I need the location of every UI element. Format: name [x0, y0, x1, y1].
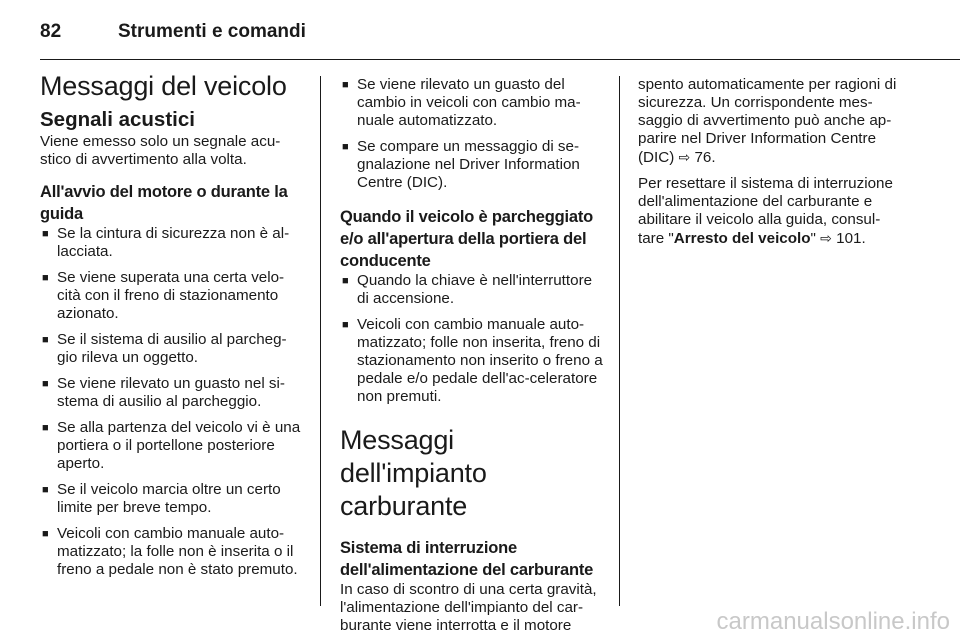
heading-engine-start: All'avvio del motore o durante la guida: [40, 183, 288, 223]
column-1: [40, 70, 302, 587]
heading-vehicle-messages: Messaggi del veicolo: [40, 71, 287, 101]
intro-paragraph: Viene emesso solo un segnale acu-stico di avvertimento alla volta.: [40, 133, 281, 168]
list-item: ■ Quando la chiave è nell'interruttore di accensione.: [340, 272, 606, 308]
header-rule: [40, 59, 960, 60]
list-item: ■ Se il sistema di ausilio al parcheg-gio rileva un oggetto.: [40, 331, 302, 367]
list-item: ■ Se viene rilevato un guasto del cambio in veicoli con cambio ma-nuale automatizzato.: [340, 76, 606, 130]
quote-mark: ": [810, 230, 816, 247]
arrow-right-icon: ⇨: [678, 149, 691, 165]
list-item: ■ Veicoli con cambio manuale auto-matizzato; la folle non è inserita o il freno a pedale non è stato premuto.: [40, 525, 302, 579]
heading-parked: Quando il veicolo è parcheggiato e/o all'apertura della portiera del conducente: [340, 208, 594, 270]
heading-fuel-system-messages: Messaggi dell'impianto carburante: [340, 425, 487, 521]
paragraph-text: spento automaticamente per ragioni di sicurezza. Un corrispondente mes-saggio di avvertimento può anche ap-parire nel Driver Information Centre (DIC): [638, 76, 897, 166]
list-item: ■ Se viene superata una certa velo-cità con il freno di stazionamento azionato.: [40, 269, 302, 323]
list-item: ■ Se viene rilevato un guasto nel si-stema di ausilio al parcheggio.: [40, 375, 302, 411]
heading-acoustic-signals: Segnali acustici: [40, 108, 195, 131]
page-reference[interactable]: 101.: [836, 230, 866, 247]
fuel-cutoff-paragraph: In caso di scontro di una certa gravità, l'alimentazione dell'impianto del car-burante viene interrotta e il motore: [340, 581, 597, 634]
cross-reference-link[interactable]: Arresto del veicolo: [673, 230, 811, 247]
column-3: [638, 76, 900, 248]
paragraph-auto-shutoff: [638, 76, 900, 167]
list-item: ■ Se il veicolo marcia oltre un certo limite per breve tempo.: [40, 481, 302, 517]
column-divider: [619, 76, 620, 606]
list-item: ■ Veicoli con cambio manuale auto-matizzato; folle non inserita, freno di stazionamento non inserito o freno a pedale e/o pedale dell'ac-celeratore non premuti.: [340, 316, 606, 406]
section-title: Strumenti e comandi: [118, 21, 306, 42]
watermark: carmanualsonline.info: [716, 608, 950, 635]
page-number: 82: [40, 21, 62, 42]
list-item: ■ Se la cintura di sicurezza non è al-lacciata.: [40, 225, 302, 261]
heading-fuel-cutoff: Sistema di interruzione dell'alimentazione del carburante: [340, 539, 594, 579]
paragraph-text: Per resettare il sistema di interruzione dell'alimentazione del carburante e abilitare il veicolo alla guida, consul-tare ": [638, 175, 893, 247]
paragraph-reset: [638, 175, 900, 248]
column-2: [340, 76, 606, 635]
list-item: ■ Se alla partenza del veicolo vi è una portiera o il portellone posteriore aperto.: [40, 419, 302, 473]
column-divider: [320, 76, 321, 606]
warning-list: [340, 76, 606, 192]
page-reference[interactable]: 76.: [694, 149, 716, 166]
list-item: ■ Se compare un messaggio di se-gnalazione nel Driver Information Centre (DIC).: [340, 138, 606, 192]
warning-list: [340, 272, 606, 406]
warning-list: [40, 225, 302, 579]
arrow-right-icon: ⇨: [820, 230, 832, 246]
